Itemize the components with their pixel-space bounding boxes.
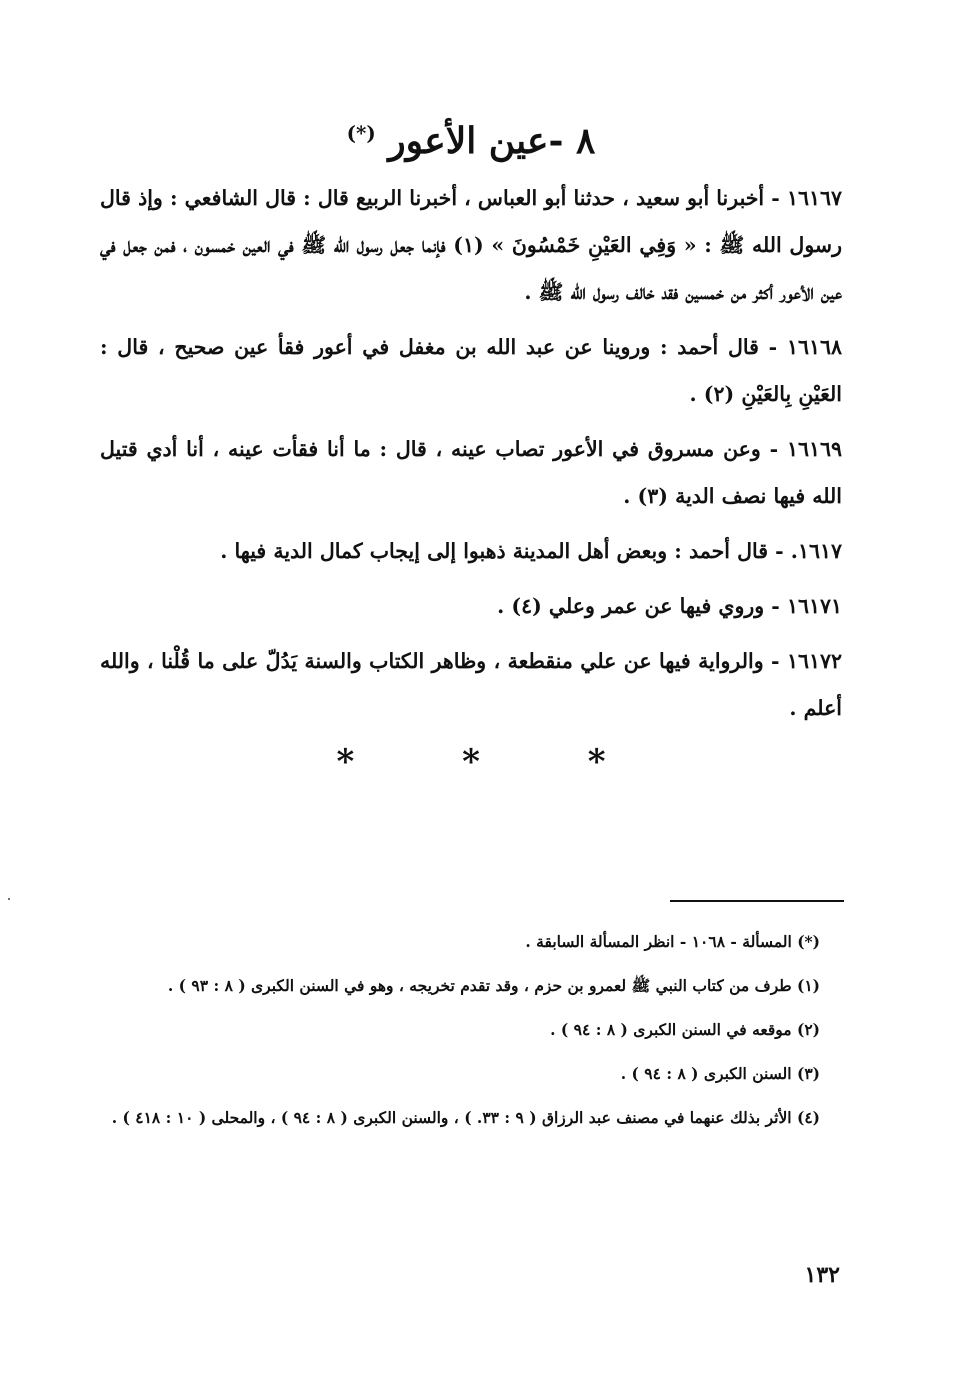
paragraph-16169: ١٦١٦٩ - وعن مسروق في الأعور تصاب عينه ، قال : ما أنا فقأت عينه ، أنا أدي قتيل الله فيها نصف الدية (٣) . [100,437,842,509]
footnote-4: (٤) الأثر بذلك عنهما في مصنف عبد الرزاق ( ٩ : ٣٣. ) ، والسنن الكبرى ( ٨ : ٩٤ ) ، والمحلى ( ١٠ : ٤١٨ ) . [111,1108,820,1127]
footnote-1: (١) طرف من كتاب النبي ﷺ لعمرو بن حزم ، وقد تقدم تخريجه ، وهو في السنن الكبرى ( ٨ : ٩٣ ) . [167,976,820,995]
footnote-star: (*) المسألة - ١٠٦٨ - انظر المسألة السابقة . [525,932,820,951]
paragraph-16168: ١٦١٦٨ - قال أحمد : وروينا عن عبد الله بن مغفل في أعور فقأ عين صحيح ، قال : العَيْنِ بِالعَيْنِ (٢) . [100,335,842,407]
chapter-title [100,120,842,163]
paragraph-16170: ١٦١٧. - قال أحمد : وبعض أهل المدينة ذهبوا إلى إيجاب كمال الدية فيها . [220,539,842,564]
paragraph-16171: ١٦١٧١ - وروي فيها عن عمر وعلي (٤) . [497,594,842,619]
footnotes [100,922,842,1142]
footnote-3: (٣) السنن الكبرى ( ٨ : ٩٤ ) . [620,1064,820,1083]
page-body [100,120,842,782]
paragraph-16167: ١٦١٦٧ - أخبرنا أبو سعيد ، حدثنا أبو العباس ، أخبرنا الربيع قال : قال الشافعي : وإذ قال رسول الله ﷺ : « وَفِي العَيْنِ خَمْسُونَ » (١) فإنما جعل رسول الله ﷺ في العين خمسون ، فمن جعل في عين الأعور أكثر من خمسين فقد خالف رسول الله ﷺ . [100,186,842,305]
paragraph-16172: ١٦١٧٢ - والرواية فيها عن علي منقطعة ، وظاهر الكتاب والسنة يَدُلّ على ما قُلْنا ، والله أعلم . [100,649,842,721]
section-divider-stars: * * * [336,742,654,783]
chapter-title-text: ٨ -عين الأعور [388,120,596,162]
footnote-2: (٢) موقعه في السنن الكبرى ( ٨ : ٩٤ ) . [550,1020,820,1039]
scan-speck [8,898,10,900]
chapter-footnote-marker: (*) [346,121,376,145]
footnote-separator [670,900,844,902]
page-number: ١٣٢ [804,1262,840,1288]
